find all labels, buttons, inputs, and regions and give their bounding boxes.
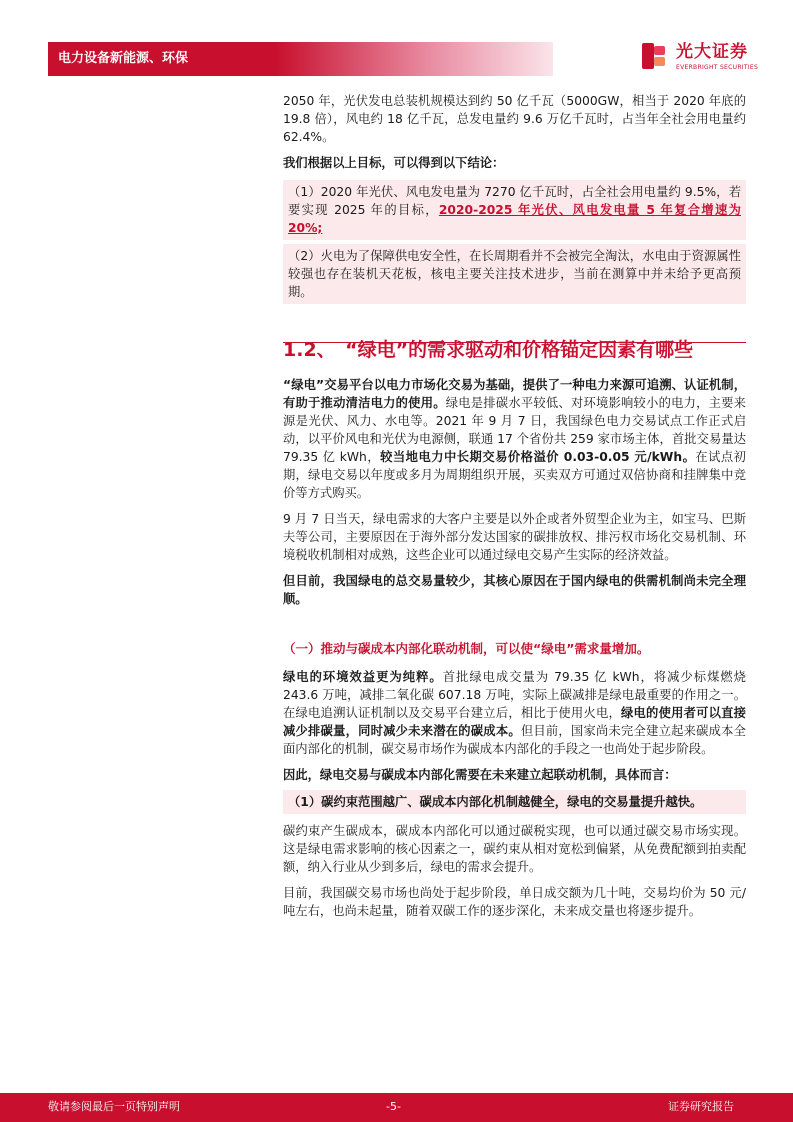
paragraph-carbon-cost: 碳约束产生碳成本，碳成本内部化可以通过碳税实现，也可以通过碳交易市场实现。这是绿电需求影响的核心因素之一，碳约束从相对宽松到偏紧，从免费配额到拍卖配额，纳入行业从少到多后，绿电的需求会提升。 bbox=[283, 824, 746, 874]
section-title: 1.2、 “绿电”的需求驱动和价格锚定因素有哪些 bbox=[283, 339, 694, 361]
paragraph-current-issue: 但目前，我国绿电的总交易量较少，其核心原因在于国内绿电的供需机制尚未完全理顺。 bbox=[283, 574, 746, 606]
conclusion-lead: 我们根据以上目标，可以得到以下结论： bbox=[283, 156, 505, 170]
main-content bbox=[283, 92, 746, 920]
point-1: （1）碳约束范围越广、碳成本内部化机制越健全，绿电的交易量提升越快。 bbox=[283, 790, 746, 814]
brand-name-en: EVERBRIGHT SECURITIES bbox=[676, 64, 759, 71]
footer-disclaimer: 敬请参阅最后一页特别声明 bbox=[48, 1100, 180, 1113]
conclusion-2: （2）火电为了保障供电安全性，在长周期看并不会被完全淘汰，水电由于资源属性较强也存在装机天花板，核电主要关注技术进步，当前在测算中并未给予更高预期。 bbox=[283, 244, 746, 304]
paragraph-2050-target: 2050 年，光伏发电总装机规模达到约 50 亿千瓦（5000GW，相当于 2020 年底的 19.8 倍），风电约 18 亿千瓦，总发电量约 9.6 万亿千瓦时，占当年全社会用电量约 62.4%。 bbox=[283, 94, 746, 144]
paragraph-green-power-platform: “绿电”交易平台以电力市场化交易为基础，提供了一种电力来源可追溯、认证机制，有助于推动清洁电力的使用。绿电是排碳水平较低、对环境影响较小的电力，主要来源是光伏、风力、水电等。2021 年 9 月 7 日，我国绿色电力交易试点工作正式启动，以平价风电和光伏为电源侧，联通 17 个省份共 259 家市场主体，首批交易量达 79.35 亿 kWh，较当地电力中长期交易价格溢价 0.03-0.05 元/kWh。在试点初期，绿电交易以年度或多月为周期组织开展，买卖双方可通过双倍协商和挂牌集中竞价等方式购买。 bbox=[283, 378, 746, 500]
brand-logo-icon bbox=[640, 42, 668, 70]
footer-report-type: 证券研究报告 bbox=[668, 1100, 734, 1113]
paragraph-environmental-benefit: 绿电的环境效益更为纯粹。首批绿电成交量为 79.35 亿 kWh，将减少标煤燃烧 243.6 万吨，减排二氧化碳 607.18 万吨，实际上碳减排是绿电最重要的作用之一。在绿电追溯认证机制以及交易平台建立后，相比于使用火电，绿电的使用者可以直接减少排碳量，同时减少未来潜在的碳成本。但目前，国家尚未完全建立起来碳成本全面内部化的机制，碳交易市场作为碳成本内部化的手段之一也尚处于起步阶段。 bbox=[283, 670, 746, 756]
report-category: 电力设备新能源、环保 bbox=[58, 51, 189, 66]
paragraph-sept-7: 9 月 7 日当天，绿电需求的大客户主要是以外企或者外贸型企业为主，如宝马、巴斯夫等公司，主要原因在于海外部分发达国家的碳排放权、排污权市场化交易机制、环境税收机制相对成熟，这些企业可以通过绿电交易产生实际的经济效益。 bbox=[283, 512, 746, 562]
paragraph-carbon-market: 目前，我国碳交易市场也尚处于起步阶段，单日成交额为几十吨，交易均价为 50 元/吨左右，也尚未起量，随着双碳工作的逐步深化，未来成交量也将逐步提升。 bbox=[283, 886, 746, 918]
page-number: -5- bbox=[386, 1100, 401, 1113]
subsection-title: （一）推动与碳成本内部化联动机制，可以使“绿电”需求量增加。 bbox=[283, 641, 650, 656]
conclusion-1: （1）2020 年光伏、风电发电量为 7270 亿千瓦时，占全社会用电量约 9.5%，若要实现 2025 年的目标，2020-2025 年光伏、风电发电量 5 年复合增速为 20%; bbox=[283, 180, 746, 240]
brand-name-cn: 光大证券 bbox=[676, 42, 748, 62]
paragraph-linkage: 因此，绿电交易与碳成本内部化需要在未来建立起联动机制，具体而言： bbox=[283, 768, 677, 782]
